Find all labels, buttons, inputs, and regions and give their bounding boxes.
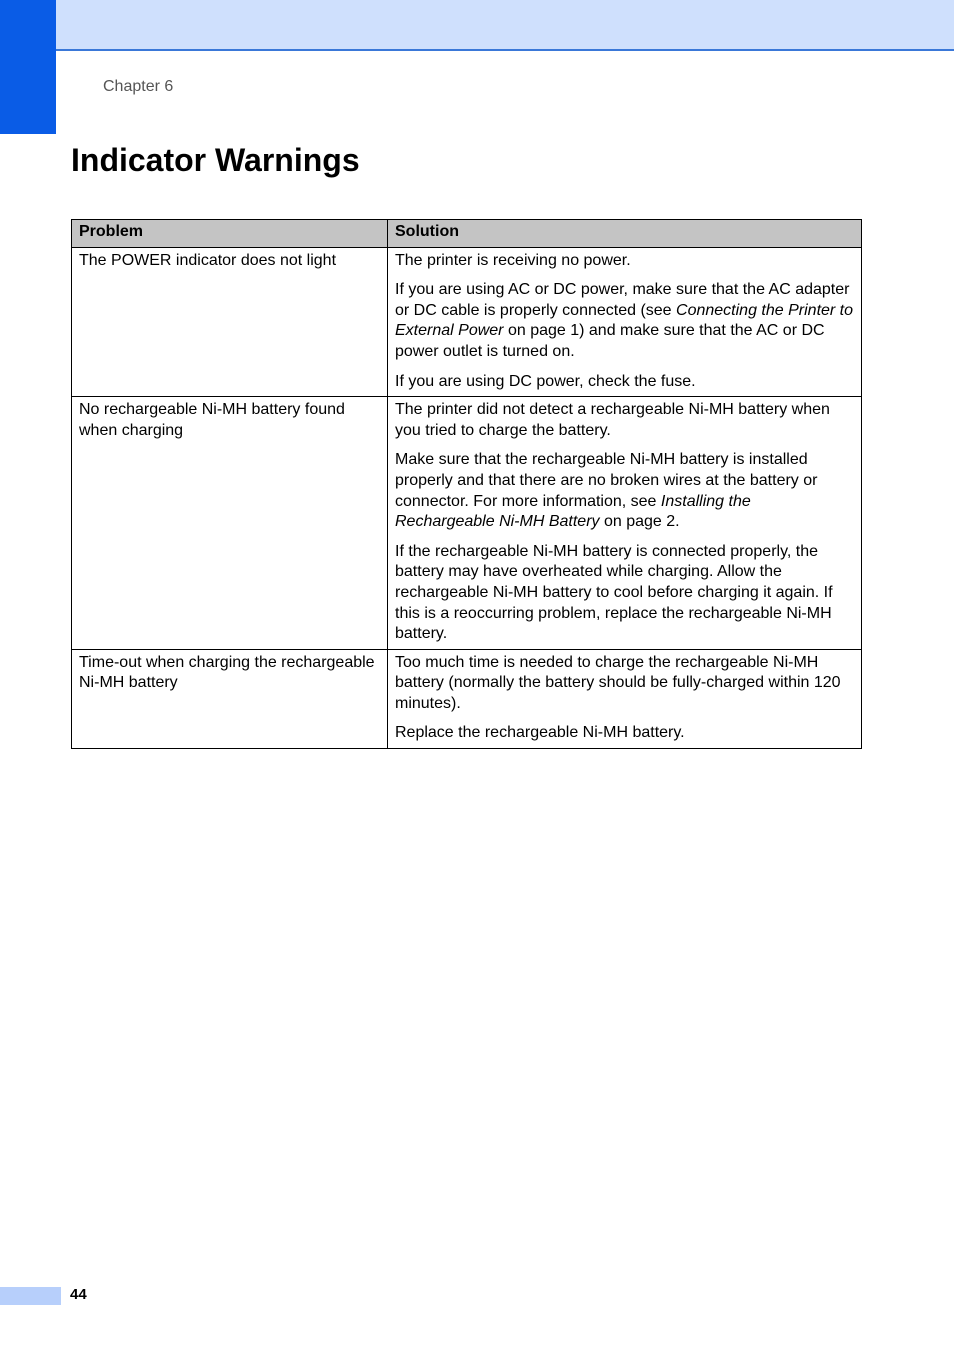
page-number: 44	[70, 1286, 87, 1303]
solution-text: If you are using DC power, check the fuse.	[395, 372, 696, 390]
solution-text: If the rechargeable Ni-MH battery is connected properly, the battery may have overheated while charging. Allow the rechargeable Ni-MH battery to cool before charging it again. If this is a reoccurring problem, replace the rechargeable Ni-MH battery.	[395, 542, 833, 643]
solution-paragraph	[395, 372, 854, 393]
column-header-problem: Problem	[72, 220, 388, 248]
header-band	[56, 0, 954, 51]
indicator-warnings-table	[71, 219, 862, 749]
solution-text: If you are using AC or DC power, make sure that the AC adapter or DC cable is properly connected (see	[395, 281, 850, 319]
solution-paragraph	[395, 653, 854, 715]
solution-paragraph	[395, 280, 854, 362]
solution-cell	[388, 247, 862, 397]
solution-text: The printer did not detect a rechargeable Ni-MH battery when you tried to charge the battery.	[395, 401, 830, 439]
problem-cell: No rechargeable Ni-MH battery found when charging	[72, 397, 388, 650]
chapter-tab	[0, 0, 56, 134]
solution-cell	[388, 649, 862, 748]
cross-reference: Connecting the Printer to External Power	[395, 301, 854, 340]
table-header-row	[72, 220, 862, 248]
solution-text: Too much time is needed to charge the rechargeable Ni-MH battery (normally the battery should be fully-charged within 120 minutes).	[395, 653, 841, 712]
problem-cell: Time-out when charging the rechargeable Ni-MH battery	[72, 649, 388, 748]
solution-text: on page 2.	[599, 513, 680, 531]
solution-paragraph	[395, 400, 854, 441]
solution-paragraph	[395, 251, 854, 272]
solution-text: The printer is receiving no power.	[395, 251, 631, 269]
column-header-solution: Solution	[388, 220, 862, 248]
page-title: Indicator Warnings	[71, 142, 360, 178]
solution-text: Replace the rechargeable Ni-MH battery.	[395, 724, 685, 742]
table-row	[72, 397, 862, 650]
table-row	[72, 247, 862, 397]
solution-paragraph	[395, 723, 854, 744]
chapter-label: Chapter 6	[103, 78, 174, 95]
solution-cell	[388, 397, 862, 650]
problem-cell: The POWER indicator does not light	[72, 247, 388, 397]
solution-paragraph	[395, 542, 854, 645]
solution-paragraph	[395, 450, 854, 532]
page-number-tab	[0, 1287, 61, 1305]
solution-text: Make sure that the rechargeable Ni-MH battery is installed properly and that there are no broken wires at the battery or connector. For more information, see	[395, 451, 818, 510]
cross-reference: Installing the Rechargeable Ni-MH Battery	[395, 492, 751, 531]
solution-text: on page 1) and make sure that the AC or DC power outlet is turned on.	[395, 322, 825, 360]
table-body	[72, 247, 862, 748]
table-row	[72, 649, 862, 748]
